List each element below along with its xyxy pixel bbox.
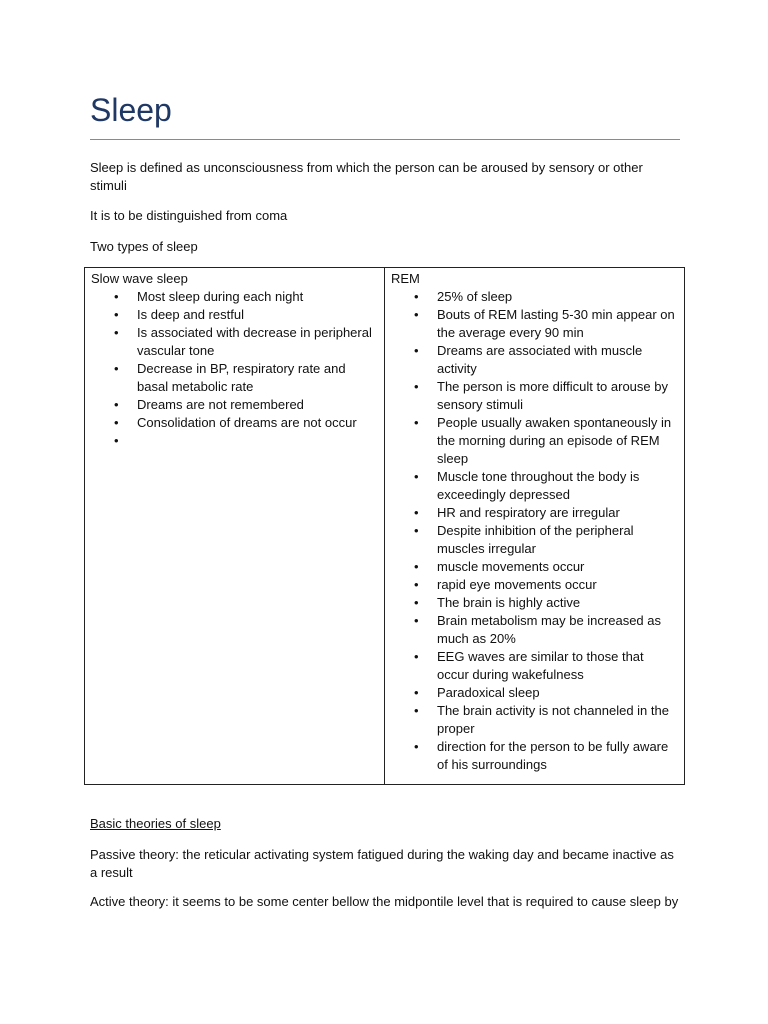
theories-heading: Basic theories of sleep bbox=[90, 816, 221, 831]
list-item: • Most sleep during each night bbox=[137, 288, 378, 306]
active-theory-paragraph: Active theory: it seems to be some center bellow the midpontile level that is required to cause sleep by bbox=[90, 894, 679, 909]
list-item: • Paradoxical sleep bbox=[437, 684, 678, 702]
list-item: • Muscle tone throughout the body is exceedingly depressed bbox=[437, 468, 678, 504]
list-item: • 25% of sleep bbox=[437, 288, 678, 306]
list-item: • EEG waves are similar to those that occur during wakefulness bbox=[437, 648, 678, 684]
rem-column bbox=[385, 268, 684, 784]
passive-theory-paragraph: Passive theory: the reticular activating system fatigued during the waking day and became inactive as a result bbox=[90, 847, 674, 880]
list-item: • rapid eye movements occur bbox=[437, 576, 678, 594]
rem-heading: REM bbox=[391, 271, 420, 286]
slow-wave-column bbox=[85, 268, 385, 784]
page-title: Sleep bbox=[90, 92, 172, 128]
list-item: • Is deep and restful bbox=[137, 306, 378, 324]
list-item: • Decrease in BP, respiratory rate and basal metabolic rate bbox=[137, 360, 378, 396]
list-item: • direction for the person to be fully aware of his surroundings bbox=[437, 738, 678, 774]
list-item: • Brain metabolism may be increased as much as 20% bbox=[437, 612, 678, 648]
rem-list bbox=[391, 288, 678, 774]
list-item: • The person is more difficult to arouse by sensory stimuli bbox=[437, 378, 678, 414]
list-item: • Is associated with decrease in peripheral vascular tone bbox=[137, 324, 378, 360]
list-item: • Despite inhibition of the peripheral muscles irregular bbox=[437, 522, 678, 558]
intro-paragraph: Sleep is defined as unconsciousness from which the person can be aroused by sensory or other stimuli bbox=[90, 160, 643, 193]
title-divider bbox=[90, 139, 680, 140]
list-item: • Bouts of REM lasting 5-30 min appear on the average every 90 min bbox=[437, 306, 678, 342]
list-item: • Dreams are associated with muscle activity bbox=[437, 342, 678, 378]
list-item: • The brain is highly active bbox=[437, 594, 678, 612]
list-item: • muscle movements occur bbox=[437, 558, 678, 576]
distinguish-paragraph: It is to be distinguished from coma bbox=[90, 208, 288, 223]
list-item bbox=[137, 432, 378, 450]
slow-wave-list bbox=[91, 288, 378, 450]
slow-wave-heading: Slow wave sleep bbox=[91, 271, 188, 286]
list-item: • Dreams are not remembered bbox=[137, 396, 378, 414]
list-item: • People usually awaken spontaneously in the morning during an episode of REM sleep bbox=[437, 414, 678, 468]
list-item: • The brain activity is not channeled in the proper bbox=[437, 702, 678, 738]
list-item: • Consolidation of dreams are not occur bbox=[137, 414, 378, 432]
sleep-types-table bbox=[84, 267, 685, 785]
sleep-types-label: Two types of sleep bbox=[90, 239, 198, 254]
list-item: • HR and respiratory are irregular bbox=[437, 504, 678, 522]
